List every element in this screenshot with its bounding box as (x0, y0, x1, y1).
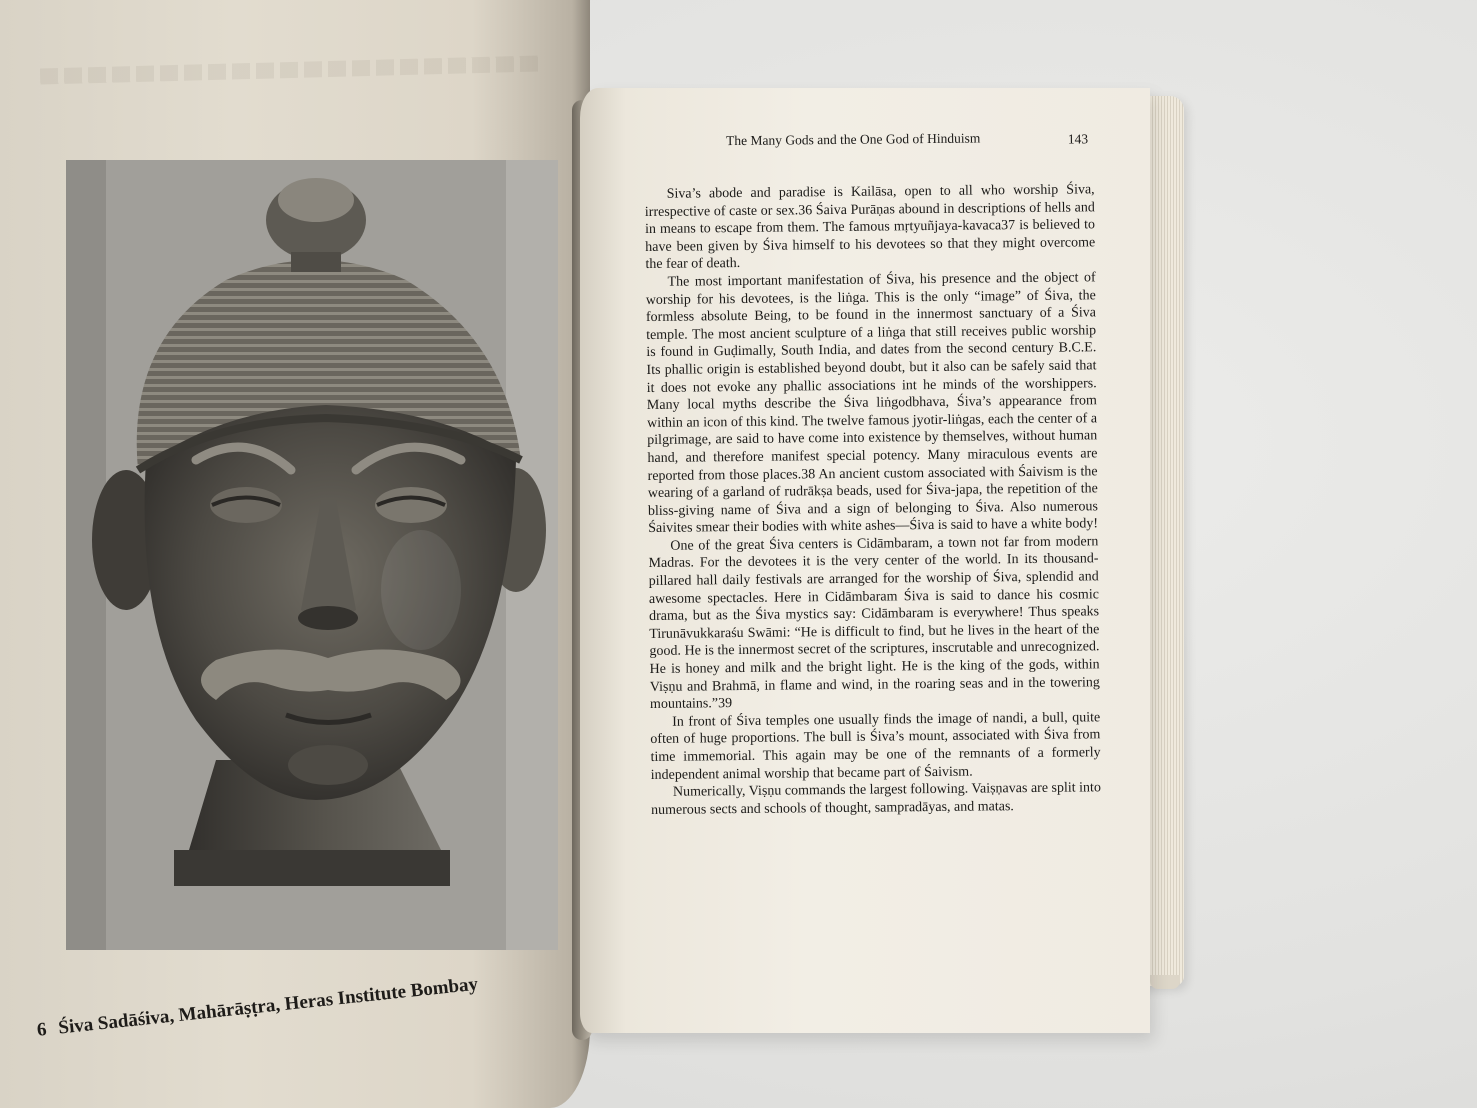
running-head (644, 125, 1094, 156)
paragraph: One of the great Śiva centers is Cidāmbaram, a town not far from modern Madras. For the devotees it is the very center of the world. In its thousand-pillared hall daily festivals are arranged for the worship of Śiva, splendid and awesome spectacles. Here in Cidāmbaram Śiva is said to dance his cosmic drama, but as the Śiva mystics say: Cidāmbaram is everywhere! Thus speaks Tirunāvukkaraśu Swāmi: “He is difficult to find, but he lives in the heart of the good. He is the innermost secret of the scriptures, inscrutable and unrecognized. He is honey and milk and the bright light. He is the king of the gods, within Viṣṇu and Brahmā, in flame and wind, in the roaring seas and in the towering mountains.”39 (648, 534, 1100, 713)
sculpture-photograph (66, 160, 558, 950)
right-page-text (644, 125, 1101, 819)
figure-number: 6 (36, 1019, 48, 1041)
paragraph: In front of Śiva temples one usually finds the image of nandi, a bull, quite often of huge proportions. The bull is Śiva’s mount, associated with Śiva from time immemorial. This again may be one of the remnants of a formerly independent animal worship that became part of Śaivism. (650, 710, 1101, 783)
bleed-through-text (40, 55, 540, 84)
body-text (645, 181, 1102, 819)
running-head-title: The Many Gods and the One God of Hinduism (726, 130, 981, 149)
paragraph: Numerically, Viṣṇu commands the largest following. Vaiṣṇavas are split into numerous sects and schools of thought, sampradāyas, and matas. (651, 780, 1101, 818)
page-edges-bottom (1150, 975, 1180, 989)
paragraph: Siva’s abode and paradise is Kailāsa, open to all who worship Śiva, irrespective of caste or sex.36 Śaiva Purāṇas abound in descriptions of hells and in means to escape from them. The famous mṛtyuñjaya-kavaca37 is believed to have been given by Śiva himself to his devotees so that they might overcome the fear of death. (644, 182, 1096, 273)
caption-text: Śiva Sadāśiva, Mahārāṣṭra, Heras Institute Bombay (57, 973, 479, 1039)
bronze-head-image (66, 160, 558, 950)
page-number: 143 (1067, 131, 1089, 147)
paragraph: The most important manifestation of Śiva, his presence and the object of worship for his devotees, is the liṅga. This is the only “image” of Śiva, the formless absolute Being, to be found in the innermost sanctuary of a Śiva temple. The most ancient sculpture of a liṅga that still receives public worship is found in Guḍimally, South India, and dates from the second century B.C.E. Its phallic origin is established beyond doubt, but it also can be safely said that it does not evoke any phallic associations int he minds of the worshippers. Many local myths describe the Śiva liṅgodbhava, Śiva’s appearance from within an icon of this kind. The twelve famous jyotir-liṅgas, each the center of a pilgrimage, are said to have come into existence by themselves, without human hand, and therefore manifest special potency. Many miraculous events are reported from those places.38 An ancient custom associated with Śaivism is the wearing of a garland of rudrākṣa beads, used for Śiva-japa, the repetition of the bliss-giving name of Śiva and a sign of belonging to Śiva. Also numerous Śaivites smear their bodies with white ashes—Śiva is said to have a white body! (645, 270, 1099, 537)
